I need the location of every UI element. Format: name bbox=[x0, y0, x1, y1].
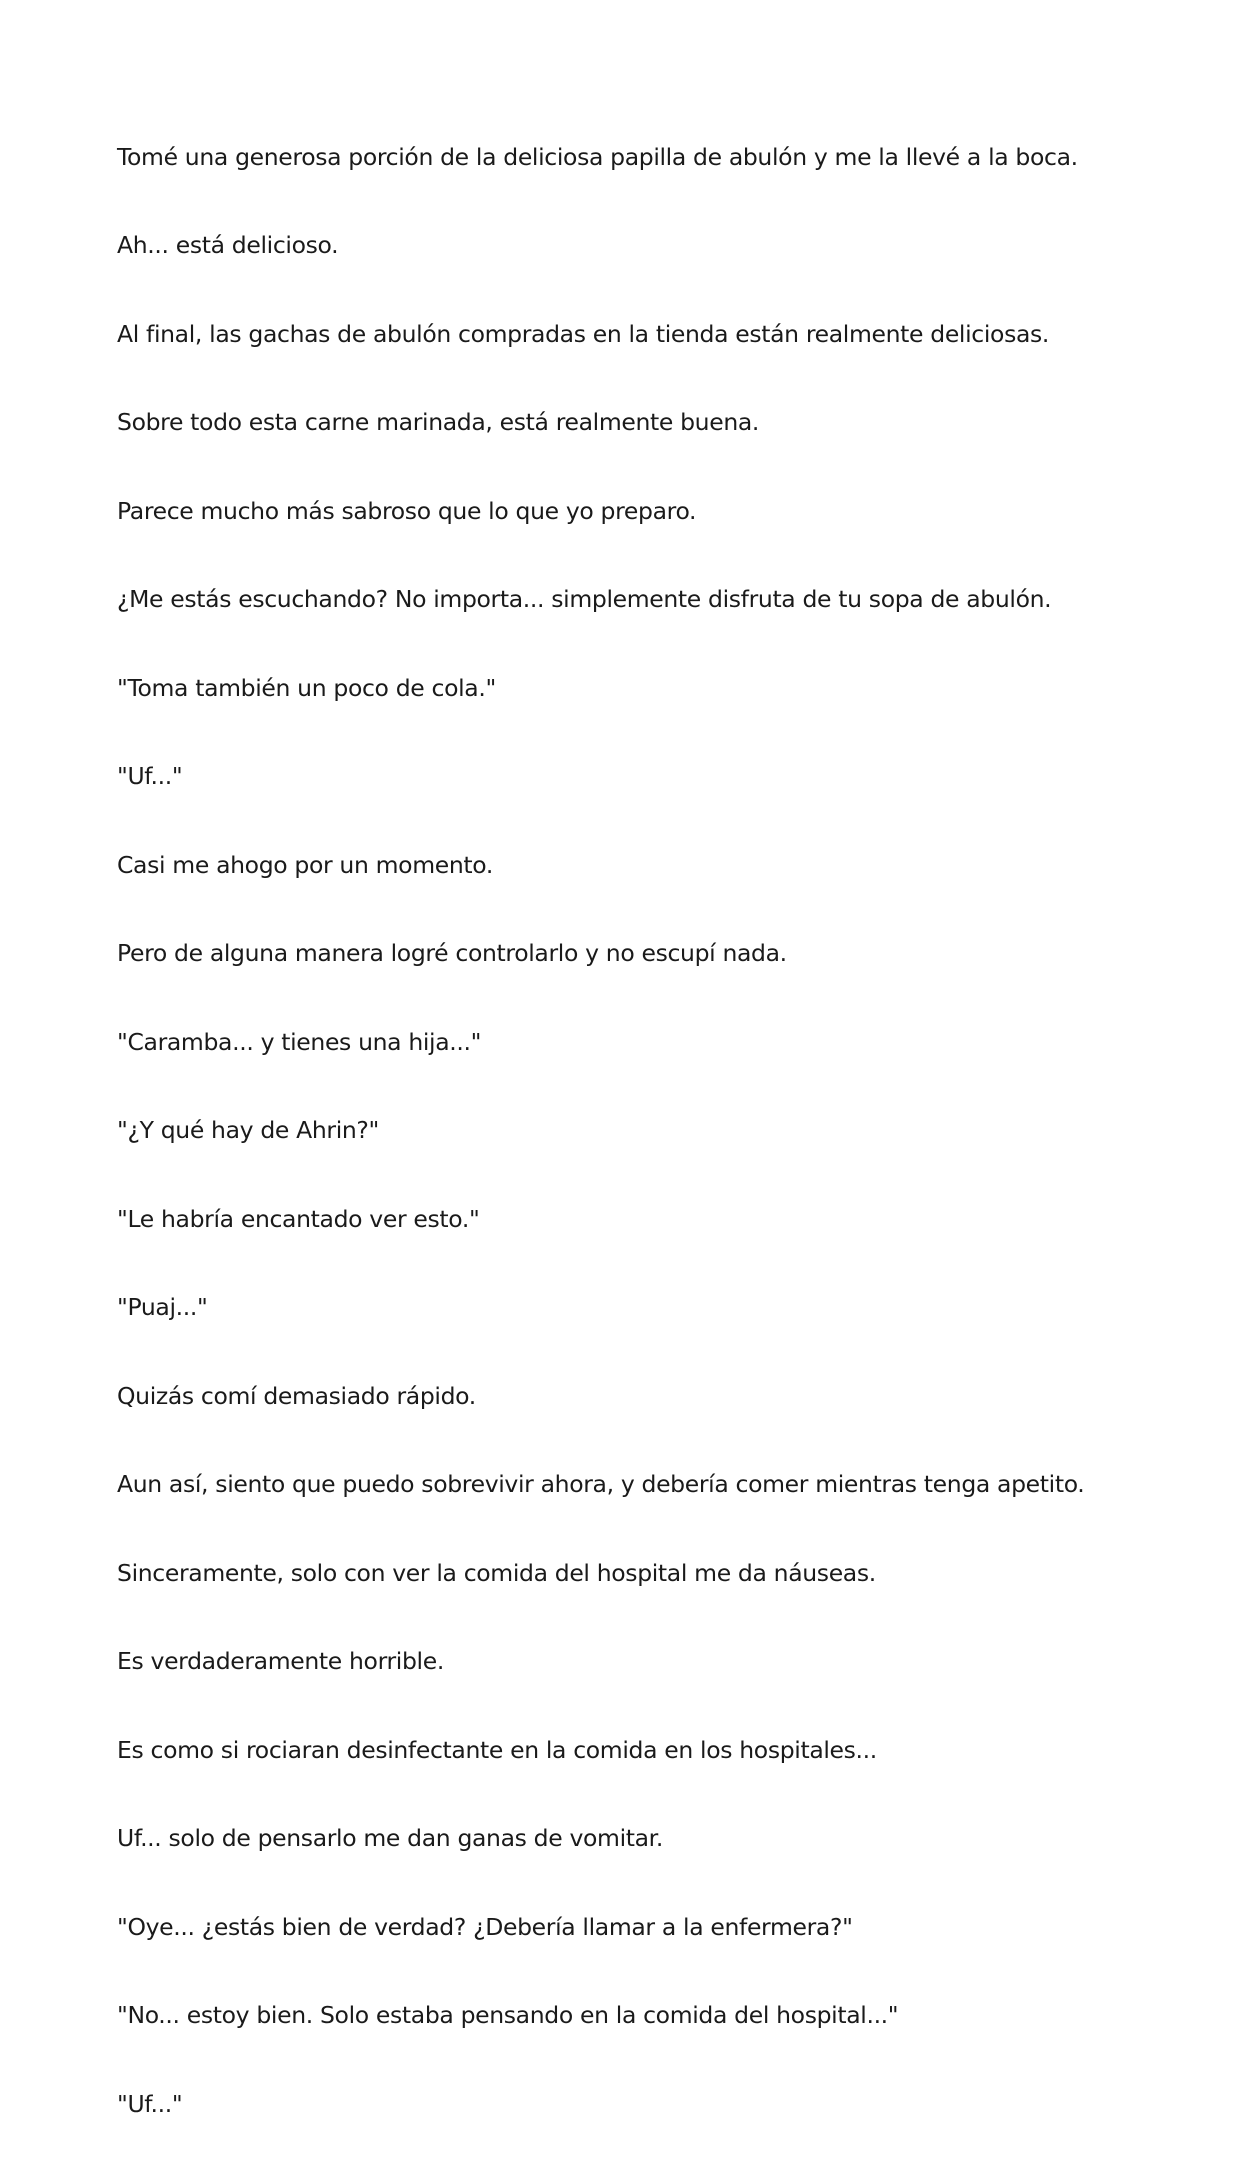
text-line: Tomé una generosa porción de la deliciosa papilla de abulón y me la llevé a la boca. bbox=[117, 142, 1078, 171]
text-line: Aun así, siento que puedo sobrevivir ahora, y debería comer mientras tenga apetito. bbox=[117, 1470, 1085, 1498]
text-body bbox=[117, 114, 1197, 2173]
text-line: "Puaj..." bbox=[117, 1293, 208, 1321]
text-line: ¿Me estás escuchando? No importa... simplemente disfruta de tu sopa de abulón. bbox=[117, 585, 1052, 613]
text-line: "Oye... ¿estás bien de verdad? ¿Debería llamar a la enfermera?" bbox=[117, 1912, 853, 1941]
text-line: Parece mucho más sabroso que lo que yo preparo. bbox=[117, 496, 697, 525]
text-line: "¿Y qué hay de Ahrin?" bbox=[117, 1116, 379, 1144]
text-line: Es como si rociaran desinfectante en la comida en los hospitales... bbox=[117, 1735, 877, 1764]
text-line: "Caramba... y tienes una hija..." bbox=[117, 1027, 482, 1056]
text-line: "Uf..." bbox=[117, 2089, 183, 2118]
text-line: "Toma también un poco de cola." bbox=[117, 673, 496, 702]
text-line: "Le habría encantado ver esto." bbox=[117, 1204, 480, 1233]
text-line: Casi me ahogo por un momento. bbox=[117, 850, 494, 879]
text-line: Quizás comí demasiado rápido. bbox=[117, 1381, 476, 1410]
text-line: Es verdaderamente horrible. bbox=[117, 1647, 444, 1675]
text-line: "Uf..." bbox=[117, 762, 183, 790]
text-line: Ah... está delicioso. bbox=[117, 231, 339, 259]
text-line: "No... estoy bien. Solo estaba pensando en la comida del hospital..." bbox=[117, 2001, 899, 2029]
text-line: Sobre todo esta carne marinada, está realmente buena. bbox=[117, 408, 760, 436]
text-line: Al final, las gachas de abulón compradas en la tienda están realmente deliciosas. bbox=[117, 319, 1050, 348]
text-line: Pero de alguna manera logré controlarlo y no escupí nada. bbox=[117, 939, 787, 967]
text-line: Sinceramente, solo con ver la comida del hospital me da náuseas. bbox=[117, 1558, 876, 1587]
text-line: Uf... solo de pensarlo me dan ganas de vomitar. bbox=[117, 1824, 663, 1852]
